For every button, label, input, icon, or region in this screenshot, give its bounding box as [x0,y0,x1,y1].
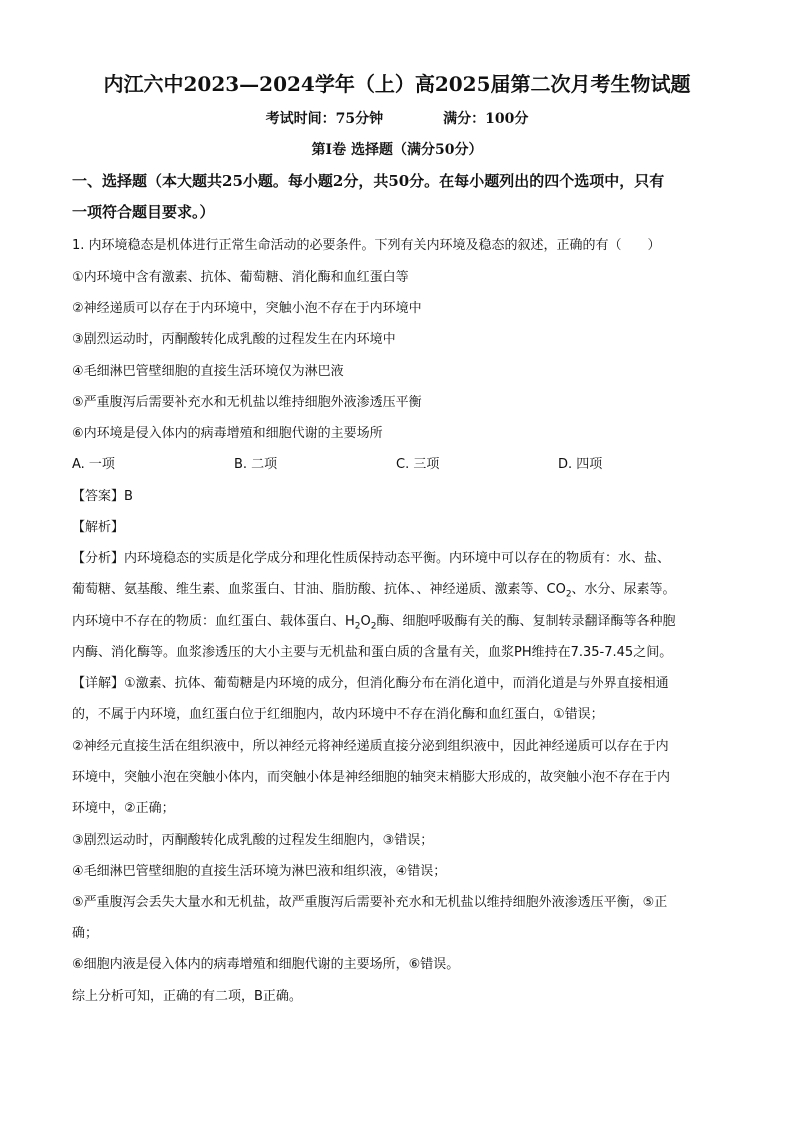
instructions-line-2: 一项符合题目要求。） [72,203,215,221]
instructions-line-1: 一、选择题（本大题共25小题。每小题2分，共50分。在每小题列出的四个选项中，只有 [72,172,665,190]
detail-line: ⑤严重腹泻会丢失大量水和无机盐，故严重腹泻后需要补充水和无机盐以维持细胞外液渗透压平衡，⑤正 [72,895,668,910]
analysis-line: 内环境中不存在的物质：血红蛋白、载体蛋白、$H_2O_2$酶、细胞呼吸酶有关的酶、复制转录翻译酶等各种胞 [72,614,676,632]
option-a: A. 一项 [72,457,115,472]
analysis-heading: 【解析】 [72,520,125,535]
question-item: ⑤严重腹泻后需要补充水和无机盐以维持细胞外液渗透压平衡 [72,395,422,410]
question-item: ⑥内环境是侵入体内的病毒增殖和细胞代谢的主要场所 [72,426,383,441]
option-c: C. 三项 [396,457,440,472]
analysis-line: 【分析】内环境稳态的实质是化学成分和理化性质保持动态平衡。内环境中可以存在的物质有：水、盐、 [72,551,671,566]
detail-line: ②神经元直接生活在组织液中，所以神经元将神经递质直接分泌到组织液中，因此神经递质可以存在于内 [72,739,669,754]
question-stem: 1. 内环境稳态是机体进行正常生命活动的必要条件。下列有关内环境及稳态的叙述，正确的有（ ） [72,238,661,253]
full-score: 满分：100分 [443,111,529,127]
detail-line: ③剧烈运动时，丙酮酸转化成乳酸的过程发生细胞内，③错误； [72,833,434,848]
analysis-line: 葡萄糖、氨基酸、维生素、血浆蛋白、甘油、脂肪酸、抗体、、神经递质、激素等、$CO_2$、水分、尿素等。 [72,582,676,600]
detail-label: 【详解】 [72,676,125,691]
detail-line: 综上分析可知，正确的有二项，B正确。 [72,989,302,1004]
detail-line: 【详解】①激素、抗体、葡萄糖是内环境的成分，但消化酶分布在消化道中，而消化道是与外界直接相通 [72,676,669,691]
detail-line: 环境中，②正确； [72,801,175,816]
exam-info [0,108,794,128]
option-b: B. 二项 [234,457,278,472]
detail-line: ④毛细淋巴管壁细胞的直接生活环境为淋巴液和组织液，④错误； [72,864,447,879]
detail-line: ⑥细胞内液是侵入体内的病毒增殖和细胞代谢的主要场所，⑥错误。 [72,957,460,972]
answer-label: 【答案】 [72,489,125,504]
option-d: D. 四项 [558,457,603,472]
page-title: 内江六中2023—2024学年（上）高2025届第二次月考生物试题 [103,72,691,96]
exam-time: 考试时间：75分钟 [265,111,384,127]
question-item: ④毛细淋巴管壁细胞的直接生活环境仅为淋巴液 [72,364,344,379]
answer-line [72,485,732,504]
detail-line: 环境中，突触小泡在突触小体内，而突触小体是神经细胞的轴突末梢膨大形成的，故突触小泡不存在于内 [72,770,671,785]
question-item: ②神经递质可以存在于内环境中，突触小泡不存在于内环境中 [72,301,422,316]
detail-line: 的，不属于内环境，血红蛋白位于红细胞内，故内环境中不存在消化酶和血红蛋白，①错误； [72,707,604,722]
question-item: ③剧烈运动时，丙酮酸转化成乳酸的过程发生在内环境中 [72,332,396,347]
analysis-label: 【分析】 [72,551,125,566]
answer-value: B [124,489,133,504]
analysis-line: 内酶、消化酶等。血浆渗透压的大小主要与无机盐和蛋白质的含量有关，血浆PH维持在7.35-7.45之间。 [72,645,673,660]
section-heading: 第Ⅰ卷 选择题（满分50分） [311,142,483,158]
detail-line: 确； [72,926,99,941]
question-item: ①内环境中含有激素、抗体、葡萄糖、消化酶和血红蛋白等 [72,270,409,285]
